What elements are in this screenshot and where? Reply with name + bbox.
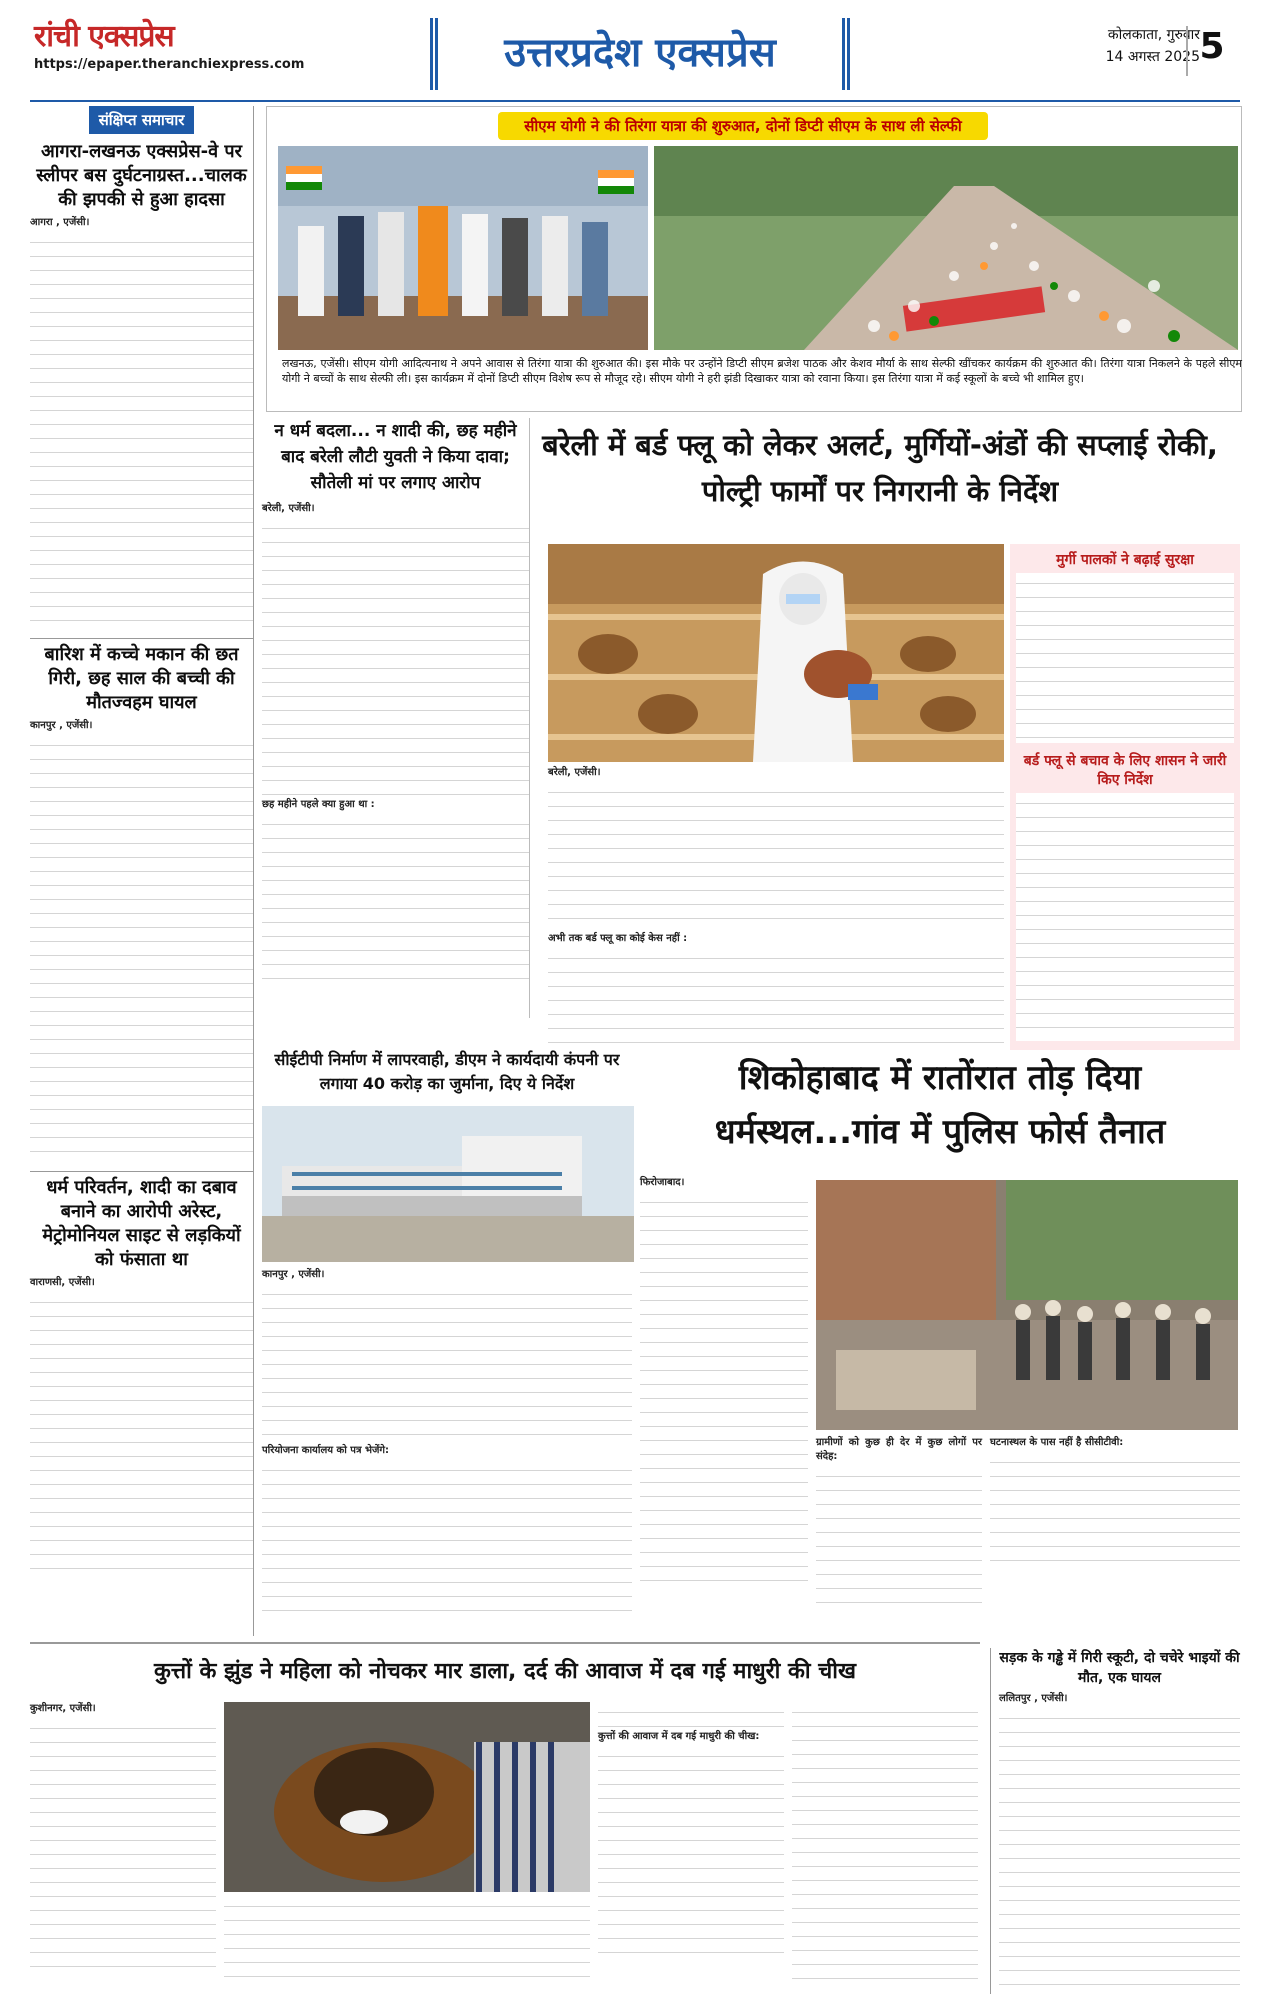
dog-photo <box>224 1702 590 1892</box>
shikohabad-body <box>640 1176 808 1636</box>
cetp-dateline: कानपुर , एजेंसी। <box>262 1269 325 1280</box>
dogs-body-4 <box>792 1702 978 1992</box>
birdflu-headline-block <box>540 422 1220 532</box>
section-banner <box>430 18 850 90</box>
dogs-subhead: कुत्तों की आवाज में दब गई माधुरी की चीख: <box>598 1731 760 1742</box>
logo-text: रांची एक्सप्रेस <box>34 19 174 54</box>
brief-body-3 <box>30 1276 253 1572</box>
sidebar-headline-2: बर्ड फ्लू से बचाव के लिए शासन ने जारी किए निर्देश <box>1023 753 1227 788</box>
rally-photo-right <box>654 146 1238 350</box>
shikohabad-photo <box>816 1180 1238 1430</box>
shikohabad-body-2 <box>816 1436 982 1636</box>
cetp-headline-block <box>262 1048 632 1104</box>
birdflu-subhead: अभी तक बर्ड फ्लू का कोई केस नहीं : <box>548 933 688 944</box>
shikohabad-photo-caption <box>990 1436 1240 1636</box>
article-headline: सीईटीपी निर्माण में लापरवाही, डीएम ने कार्यदायी कंपनी पर लगाया 40 करोड़ का जुर्माना, दिए ये निर्देश <box>274 1050 620 1093</box>
article-body <box>262 502 529 984</box>
brief-dateline-1: आगरा , एजेंसी। <box>30 217 90 228</box>
article-headline: बरेली में बर्ड फ्लू को लेकर अलर्ट, मुर्गियों-अंडों की सप्लाई रोकी, पोल्ट्री फार्मों पर निगरानी के निर्देश <box>542 428 1218 508</box>
article-scooty <box>990 1648 1240 1994</box>
article-headline: न धर्म बदला... न शादी की, छह महीने बाद बरेली लौटी युवती ने किया दावा; सौतेली मां पर लगाए आरोप <box>274 421 517 493</box>
header-rule <box>30 100 1240 102</box>
brief-body-1 <box>30 216 253 632</box>
brief-dateline-3: वाराणसी, एजेंसी। <box>30 1277 95 1288</box>
page-number: 5 <box>1186 26 1236 76</box>
brief-headline-1: आगरा-लखनऊ एक्सप्रेस-वे पर स्लीपर बस दुर्घटनाग्रस्त...चालक की झपकी से हुआ हादसा <box>36 141 247 210</box>
birdflu-dateline: बरेली, एजेंसी। <box>548 767 601 778</box>
article-bareilly-woman <box>262 418 530 1018</box>
article-headline-2: धर्मस्थल...गांव में पुलिस फोर्स तैनात <box>714 1112 1166 1152</box>
brief-headline-3: धर्म परिवर्तन, शादी का दबाव बनाने का आरोपी अरेस्ट, मेट्रोमोनियल साइट से लड़कियों को फंसाता था <box>30 1171 253 1272</box>
photo-caption-head: घटनास्थल के पास नहीं है सीसीटीवी: <box>990 1437 1124 1448</box>
masthead-logo <box>34 14 304 70</box>
shikohabad-subhead: ग्रामीणों को कुछ ही देर में कुछ लोगों पर संदेह: <box>816 1437 982 1462</box>
dogs-body-1 <box>30 1702 216 1992</box>
dogs-body-3 <box>598 1702 784 1992</box>
brief-headline-2: बारिश में कच्चे मकान की छत गिरी, छह साल की बच्ची की मौतज्वहम घायल <box>30 638 253 715</box>
shikohabad-headline-block <box>640 1052 1240 1168</box>
birdflu-photo <box>548 544 1004 762</box>
dogs-headline-block <box>30 1652 980 1696</box>
article-dateline: बरेली, एजेंसी। <box>262 503 315 514</box>
brief-news-column <box>30 106 254 1636</box>
scooty-dateline: ललितपुर , एजेंसी। <box>999 1693 1068 1704</box>
article-headline: सड़क के गड्ढे में गिरी स्कूटी, दो चचेरे भाइयों की मौत, एक घायल <box>999 1650 1240 1686</box>
brief-news-badge: संक्षिप्त समाचार <box>89 106 195 134</box>
dogs-dateline: कुशीनगर, एजेंसी। <box>30 1703 96 1714</box>
epaper-url[interactable]: https://epaper.theranchiexpress.com <box>34 57 305 72</box>
cetp-body <box>262 1268 632 1638</box>
section-title: उत्तरप्रदेश एक्सप्रेस <box>504 29 776 76</box>
birdflu-sidebar <box>1010 544 1240 1050</box>
cetp-subhead: परियोजना कार्यालय को पत्र भेजेंगे: <box>262 1445 390 1456</box>
city-day: कोलकाता, गुरुवार <box>1107 27 1200 43</box>
brief-body-2 <box>30 719 253 1165</box>
photo-headline: सीएम योगी ने की तिरंगा यात्रा की शुरुआत, दोनों डिप्टी सीएम के साथ ली सेल्फी <box>498 112 988 140</box>
issue-date: 14 अगस्त 2025 <box>1105 49 1200 65</box>
section-divider <box>30 1642 980 1644</box>
rally-photo-left <box>278 146 648 350</box>
cetp-photo <box>262 1106 634 1262</box>
dogs-body-2 <box>224 1896 590 1992</box>
birdflu-body <box>548 766 1004 1056</box>
article-headline: कुत्तों के झुंड ने महिला को नोचकर मार डाला, दर्द की आवाज में दब गई माधुरी की चीख <box>154 1659 856 1684</box>
article-headline-1: शिकोहाबाद में रातोंरात तोड़ दिया <box>738 1058 1142 1098</box>
dateline <box>1080 24 1200 82</box>
sidebar-headline-1: मुर्गी पालकों ने बढ़ाई सुरक्षा <box>1056 552 1194 568</box>
shikohabad-dateline: फिरोजाबाद। <box>640 1177 685 1188</box>
brief-dateline-2: कानपुर , एजेंसी। <box>30 720 93 731</box>
photo-caption: लखनऊ, एजेंसी। सीएम योगी आदित्यनाथ ने अपने आवास से तिरंगा यात्रा की शुरुआत की। इस मौके पर उन्होंने डिप्टी सीएम ब्रजेश पाठक और केशव मौर्या के साथ सेल्फी खींचकर कार्यक्रम की शुरुआत की। तिरंगा यात्रा निकलने के पहले सीएम योगी ने बच्चों के साथ सेल्फी ली। इस कार्यक्रम में दोनों डिप्टी सीएम विशेष रूप से मौजूद रहे। सीएम योगी ने हरी झंडी दिखाकर यात्रा को रवाना किया। इस तिरंगा यात्रा में कई स्कूलों के बच्चे भी शामिल हुए। <box>282 357 1242 385</box>
article-subhead: छह महीने पहले क्या हुआ था : <box>262 799 375 810</box>
